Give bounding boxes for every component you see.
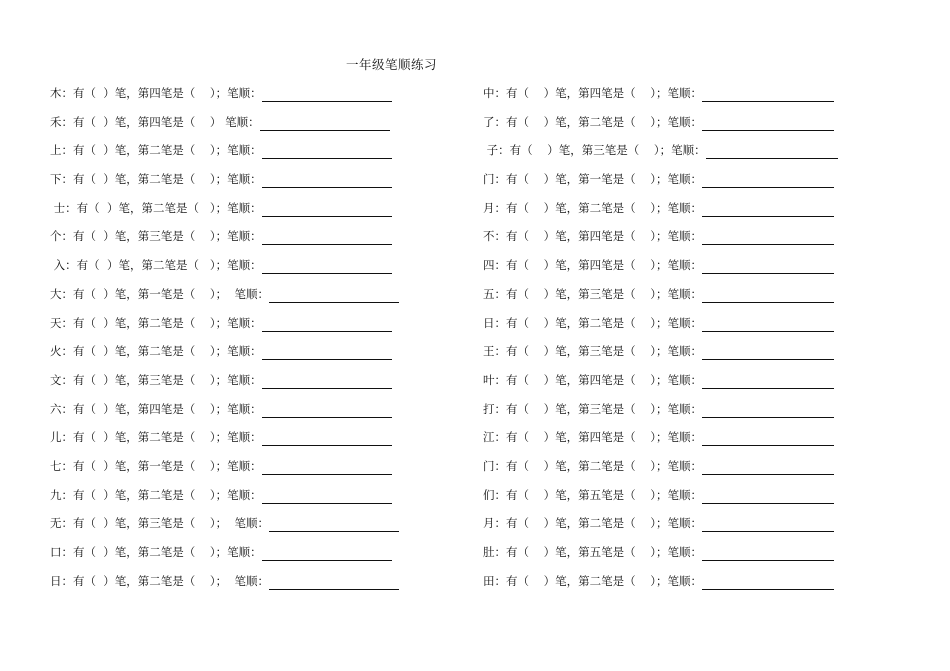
answer-blank[interactable]: [702, 198, 834, 217]
question-row: [50, 226, 420, 255]
question-row: [50, 255, 420, 284]
answer-blank[interactable]: [702, 255, 834, 274]
question-text: 叶：有（ ）笔，第四笔是（ ）；笔顺：: [483, 372, 702, 387]
question-text: 天：有（ ）笔，第二笔是（ ）；笔顺：: [50, 315, 262, 330]
answer-blank[interactable]: [269, 284, 399, 303]
answer-blank[interactable]: [262, 140, 392, 159]
question-row: [483, 198, 853, 227]
question-row: [50, 399, 420, 428]
question-text: 儿：有（ ）笔，第二笔是（ ）；笔顺：: [50, 430, 262, 445]
answer-blank[interactable]: [262, 169, 392, 188]
answer-blank[interactable]: [269, 513, 399, 532]
question-text: 禾：有（ ）笔，第四笔是（ ） 笔顺：: [50, 114, 260, 129]
question-row: [483, 255, 853, 284]
question-row: [483, 140, 853, 169]
question-row: [483, 284, 853, 313]
answer-blank[interactable]: [702, 370, 834, 389]
question-text: 入：有（ ）笔，第二笔是（ ）；笔顺：: [50, 258, 262, 273]
question-row: [50, 140, 420, 169]
question-row: [483, 169, 853, 198]
answer-blank[interactable]: [262, 255, 392, 274]
question-text: 门：有（ ）笔，第一笔是（ ）；笔顺：: [483, 172, 702, 187]
answer-blank[interactable]: [702, 571, 834, 590]
question-row: [483, 313, 853, 342]
question-text: 不：有（ ）笔，第四笔是（ ）；笔顺：: [483, 229, 702, 244]
question-text: 火：有（ ）笔，第二笔是（ ）；笔顺：: [50, 344, 262, 359]
answer-blank[interactable]: [702, 83, 834, 102]
question-row: [483, 456, 853, 485]
answer-blank[interactable]: [260, 112, 390, 131]
question-row: [483, 370, 853, 399]
question-row: [483, 226, 853, 255]
right-column: [483, 83, 853, 599]
question-text: 上：有（ ）笔，第二笔是（ ）；笔顺：: [50, 143, 262, 158]
question-row: [50, 284, 420, 313]
left-column: [50, 83, 420, 599]
question-text: 门：有（ ）笔，第二笔是（ ）；笔顺：: [483, 458, 702, 473]
answer-blank[interactable]: [262, 83, 392, 102]
answer-blank[interactable]: [262, 542, 392, 561]
question-text: 们：有（ ）笔，第五笔是（ ）；笔顺：: [483, 487, 702, 502]
question-text: 木：有（ ）笔，第四笔是（ ）；笔顺：: [50, 86, 262, 100]
answer-blank[interactable]: [262, 427, 392, 446]
question-row: [50, 341, 420, 370]
answer-blank[interactable]: [269, 571, 399, 590]
question-row: [483, 571, 853, 600]
page-title: 一年级笔顺练习: [346, 57, 438, 72]
question-text: 士：有（ ）笔，第二笔是（ ）；笔顺：: [50, 200, 262, 215]
answer-blank[interactable]: [262, 456, 392, 475]
question-row: [50, 83, 420, 112]
answer-blank[interactable]: [702, 399, 834, 418]
question-text: 下：有（ ）笔，第二笔是（ ）；笔顺：: [50, 172, 262, 187]
answer-blank[interactable]: [702, 169, 834, 188]
question-text: 无：有（ ）笔，第三笔是（ ）； 笔顺：: [50, 516, 269, 531]
answer-blank[interactable]: [262, 485, 392, 504]
answer-blank[interactable]: [702, 456, 834, 475]
question-text: 四：有（ ）笔，第四笔是（ ）；笔顺：: [483, 258, 702, 273]
question-row: [50, 513, 420, 542]
question-row: [50, 198, 420, 227]
question-text: 日：有（ ）笔，第二笔是（ ）； 笔顺：: [50, 573, 269, 588]
answer-blank[interactable]: [262, 226, 392, 245]
question-row: [483, 83, 853, 112]
answer-blank[interactable]: [262, 198, 392, 217]
question-row: [483, 485, 853, 514]
question-text: 日：有（ ）笔，第二笔是（ ）；笔顺：: [483, 315, 702, 330]
question-text: 田：有（ ）笔，第二笔是（ ）；笔顺：: [483, 573, 702, 588]
question-text: 王：有（ ）笔，第三笔是（ ）；笔顺：: [483, 344, 702, 359]
question-text: 大：有（ ）笔，第一笔是（ ）； 笔顺：: [50, 286, 269, 301]
question-row: [483, 341, 853, 370]
answer-blank[interactable]: [702, 313, 834, 332]
question-row: [50, 542, 420, 571]
question-text: 口：有（ ）笔，第二笔是（ ）；笔顺：: [50, 545, 262, 559]
answer-blank[interactable]: [702, 341, 834, 360]
answer-blank[interactable]: [702, 284, 834, 303]
question-text: 六：有（ ）笔，第四笔是（ ）；笔顺：: [50, 401, 262, 416]
question-text: 文：有（ ）笔，第三笔是（ ）；笔顺：: [50, 372, 262, 387]
answer-blank[interactable]: [702, 226, 834, 245]
question-row: [50, 313, 420, 342]
question-row: [50, 485, 420, 514]
question-row: [483, 112, 853, 141]
answer-blank[interactable]: [702, 427, 834, 446]
question-text: 月：有（ ）笔，第二笔是（ ）；笔顺：: [483, 516, 702, 531]
question-text: 个：有（ ）笔，第三笔是（ ）；笔顺：: [50, 229, 262, 244]
question-row: [50, 571, 420, 600]
question-row: [483, 427, 853, 456]
answer-blank[interactable]: [702, 485, 834, 504]
question-row: [50, 169, 420, 198]
question-row: [483, 513, 853, 542]
question-text: 七：有（ ）笔，第一笔是（ ）；笔顺：: [50, 458, 262, 473]
answer-blank[interactable]: [262, 370, 392, 389]
question-text: 月：有（ ）笔，第二笔是（ ）；笔顺：: [483, 200, 702, 215]
answer-blank[interactable]: [702, 542, 834, 561]
question-text: 中：有（ ）笔，第四笔是（ ）；笔顺：: [483, 86, 702, 100]
question-text: 子：有（ ）笔，第三笔是（ ）；笔顺：: [483, 143, 706, 158]
question-text: 九：有（ ）笔，第二笔是（ ）；笔顺：: [50, 487, 262, 502]
question-text: 了：有（ ）笔，第二笔是（ ）；笔顺：: [483, 114, 702, 129]
question-text: 打：有（ ）笔，第三笔是（ ）；笔顺：: [483, 401, 702, 416]
question-row: [50, 456, 420, 485]
question-row: [50, 370, 420, 399]
question-text: 江：有（ ）笔，第四笔是（ ）；笔顺：: [483, 430, 702, 445]
answer-blank[interactable]: [262, 399, 392, 418]
question-text: 肚：有（ ）笔，第五笔是（ ）；笔顺：: [483, 545, 702, 559]
question-row: [50, 112, 420, 141]
question-row: [50, 427, 420, 456]
question-row: [483, 542, 853, 571]
answer-blank[interactable]: [702, 513, 834, 532]
question-text: 五：有（ ）笔，第三笔是（ ）；笔顺：: [483, 286, 702, 301]
answer-blank[interactable]: [262, 313, 392, 332]
answer-blank[interactable]: [262, 341, 392, 360]
answer-blank[interactable]: [706, 140, 838, 159]
answer-blank[interactable]: [702, 112, 834, 131]
question-row: [483, 399, 853, 428]
